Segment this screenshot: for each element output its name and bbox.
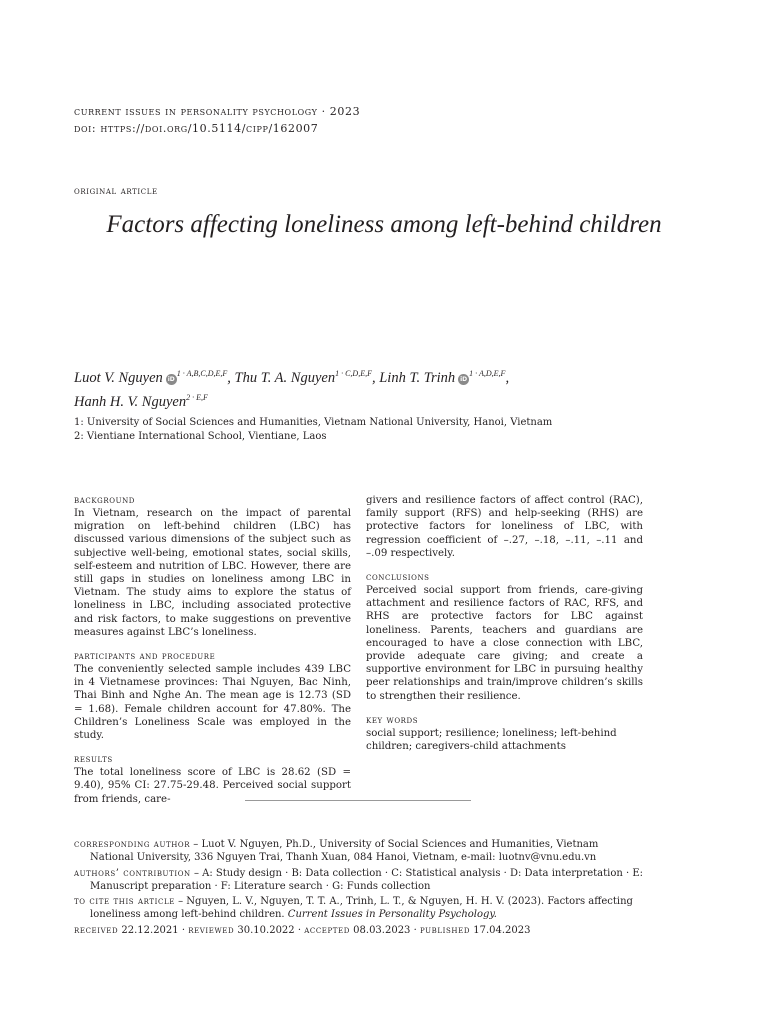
background-text: In Vietnam, research on the impact of parental migration on left-behind children (LBC) has discussed various dimensions of the subject such as subjective well-being, emotional states, social skills, self-esteem and nutrition of LBC. However, there are still gaps in studies on loneliness among LBC in Vietnam. The study aims to explore the status of loneliness in LBC, including associated protective and risk factors, to make suggestions on preventive measures against LBC’s loneliness. (74, 508, 351, 638)
received-date: 22.12.2021 · (118, 925, 189, 936)
background-heading: background (74, 495, 136, 506)
participants-text: The conveniently selected sample includes 439 LBC in 4 Vietnamese provinces: Thai Nguyen, Bac Ninh, Thai Binh and Nghe An. The mean age is 12.73 (SD = 1.68). Female children account for 47.80%. The Children’s Loneliness Scale was employed in the study. (74, 664, 351, 742)
abstract-right-column (366, 494, 643, 764)
article-title: Factors affecting loneliness among left-behind children (106, 211, 662, 238)
author-affiliation-sup: 1 · A,B,C,D,E,F (176, 369, 228, 378)
author-list: Luot V. Nguyen $iD^{1 \cdot A,B,C,D,E,F}$, Thu T. A. Nguyen$^{1 \cdot C,D,E,F}$, Linh T. Trinh $iD^{1 \cdot A,D,E,F}$, Hanh H. V. Nguyen$^{2 \cdot E,F}$ (74, 369, 510, 410)
published-date: 17.04.2023 (470, 925, 531, 936)
results-text: The total loneliness score of LBC is 28.62 (SD = 9.40), 95% CI: 27.75-29.48. Perceived social support from friends, care- (74, 767, 351, 805)
accepted-date: 08.03.2023 · (349, 925, 420, 936)
results-text-continued: givers and resilience factors of affect control (RAC), family support (RFS) and help-seeking (RHS) are protective factors for loneliness of LBC, with regression coefficient of –.27, –.18, –.11, –.11 and –.09 respectively. (366, 495, 643, 559)
keywords-text: social support; resilience; loneliness; left-behind children; caregivers-child attachments (366, 727, 617, 753)
citation (74, 895, 644, 921)
citation-label: to cite this article (74, 896, 175, 907)
affiliation-2: 2: Vientiane International School, Vientiane, Laos (74, 431, 327, 442)
author-name: Hanh H. V. Nguyen (74, 394, 187, 410)
citation-journal: Current Issues in Personality Psychology. (287, 909, 497, 920)
authors-contribution (74, 867, 644, 893)
contribution-label: authors’ contribution (74, 868, 191, 879)
participants-heading: participants and procedure (74, 651, 216, 663)
contribution-text: – A: Study design · B: Data collection · C: Statistical analysis · D: Data interpretation · E: Manuscript preparation · F: Literature search · G: Funds collection (90, 868, 644, 892)
conclusions-text: Perceived social support from friends, care-giving attachment and resilience factors of RAC, RFS, and RHS are protective factors for LBC against loneliness. Parents, teachers and guardians are encouraged to have a close connection with LBC, provide adequate care giving; and create a supportive environment for LBC in pursuing healthy peer relationships and train/improve children’s skills to strengthen their resilience. (366, 585, 643, 702)
conclusions-heading: conclusions (366, 572, 430, 584)
corresponding-author (74, 838, 644, 864)
orcid-icon[interactable]: iD (460, 376, 468, 383)
doi-link[interactable]: doi: https://doi.org/10.5114/cipp/162007 (74, 122, 319, 135)
results-heading: results (74, 754, 113, 766)
article-type: original article (74, 185, 158, 197)
affiliation-1: 1: University of Social Sciences and Humanities, Vietnam National University, Hanoi, Vietnam (74, 417, 553, 428)
author-affiliation-sup: 1 · C,D,E,F (335, 369, 372, 378)
author-name: Linh T. Trinh (379, 370, 456, 386)
reviewed-date: 30.10.2022 · (234, 925, 305, 936)
author-name: Thu T. A. Nguyen (234, 370, 336, 386)
orcid-icon[interactable]: iD (167, 376, 175, 383)
corresponding-author-text: – Luot V. Nguyen, Ph.D., University of Social Sciences and Humanities, Vietnam National University, 336 Nguyen Trai, Thanh Xuan, 084 Hanoi, Vietnam, e-mail: luotnv@vnu.edu.vn (90, 839, 599, 863)
author-affiliation-sup: 1 · A,D,E,F (469, 369, 506, 378)
received-label: received (74, 925, 119, 936)
journal-header (74, 103, 360, 137)
keywords-heading: key words (366, 714, 419, 726)
journal-name: current issues in personality psychology · 2023 (74, 105, 361, 118)
accepted-label: accepted (304, 925, 350, 936)
section-divider (245, 800, 471, 801)
reviewed-label: reviewed (188, 925, 235, 936)
author-affiliation-sup: 2 · E,F (186, 393, 208, 402)
affiliations (74, 416, 552, 444)
author-name: Luot V. Nguyen (74, 370, 163, 386)
abstract-left-column (74, 494, 351, 817)
corresponding-author-label: corresponding author (74, 839, 191, 850)
citation-text: – Nguyen, L. V., Nguyen, T. T. A., Trinh, L. T., & Nguyen, H. H. V. (2023). Factors affecting loneliness among left-behind children. (90, 896, 633, 920)
article-dates (74, 924, 644, 937)
published-label: published (419, 925, 471, 936)
